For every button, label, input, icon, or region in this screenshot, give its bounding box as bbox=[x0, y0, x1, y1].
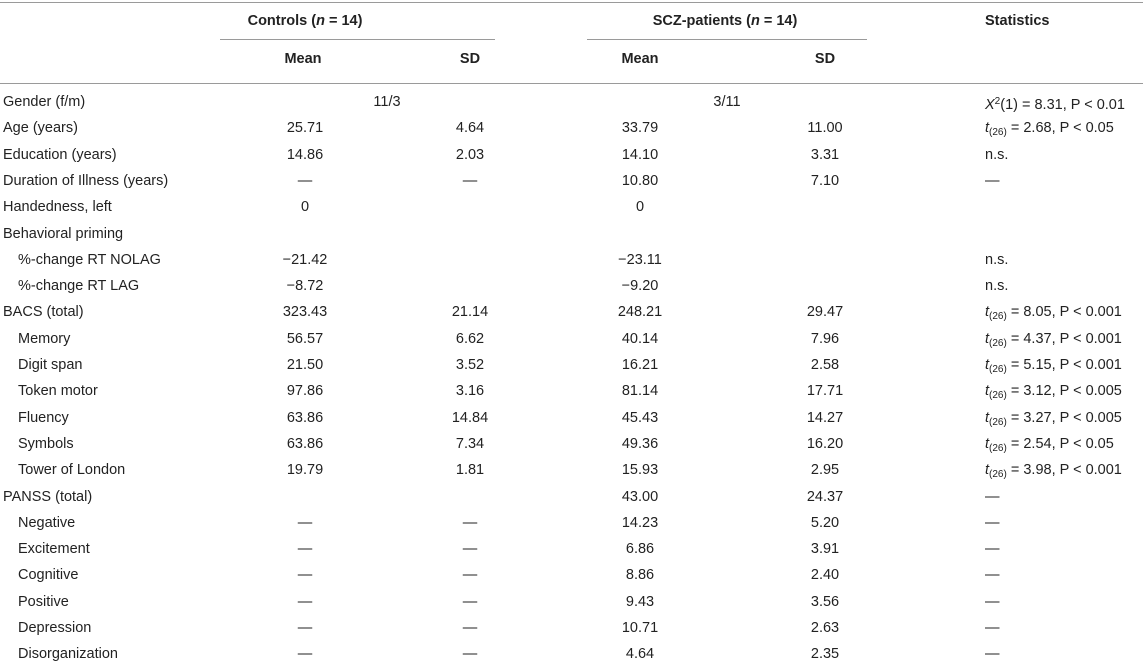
table-row bbox=[0, 562, 1143, 588]
row-label: Token motor bbox=[18, 383, 98, 400]
controls-mean-cell-value: 21.50 bbox=[286, 357, 324, 373]
patients-mean-cell-value: 45.43 bbox=[621, 409, 659, 426]
stat-df: (26) bbox=[989, 127, 1007, 139]
table-row bbox=[0, 168, 1143, 194]
row-label: Education (years) bbox=[3, 146, 117, 163]
patients-mean-cell-value: 14.10 bbox=[621, 146, 659, 163]
stat-value: = 3.98, P < 0.001 bbox=[1006, 462, 1122, 479]
stat-symbol: t bbox=[985, 330, 990, 347]
patients-sd-cell-value: 7.96 bbox=[810, 330, 840, 347]
table-row bbox=[0, 641, 1143, 667]
table-row bbox=[0, 89, 1143, 115]
patients-mean-cell-value: 15.93 bbox=[621, 462, 659, 479]
controls-sd-cell-value: — bbox=[462, 567, 478, 584]
patients-sd-cell-value: 3.56 bbox=[810, 593, 840, 610]
stat-value: = 5.15, P < 0.001 bbox=[1006, 357, 1122, 373]
stat-value: — bbox=[985, 620, 1000, 636]
table-row bbox=[0, 405, 1143, 431]
stat-symbol: t bbox=[985, 357, 990, 373]
patients-sd-cell-value: 2.35 bbox=[810, 646, 840, 663]
stat-value: = 3.27, P < 0.005 bbox=[1006, 409, 1122, 426]
stat-value: — bbox=[985, 646, 1000, 663]
patients-sd-cell-value: 16.20 bbox=[806, 435, 844, 452]
controls-mean-cell-value: — bbox=[297, 620, 313, 636]
patients-mean-cell-value: 0 bbox=[635, 199, 645, 216]
stat-symbol: t bbox=[985, 383, 990, 400]
patients-mean-cell-value: 33.79 bbox=[621, 120, 659, 137]
controls-sd-cell-value: 4.64 bbox=[455, 120, 485, 137]
controls-mean-header: Mean bbox=[284, 51, 322, 67]
patients-sd-cell-value: 14.27 bbox=[806, 409, 844, 426]
patients-sd-cell-value: 5.20 bbox=[810, 514, 840, 531]
stat-df: (26) bbox=[989, 416, 1007, 428]
statistics-cell bbox=[985, 247, 1008, 273]
stat-value: — bbox=[985, 541, 1000, 558]
stat-value: = 4.37, P < 0.001 bbox=[1006, 330, 1122, 347]
patients-group-header: SCZ-patients (n = 14) bbox=[652, 13, 798, 29]
patients-mean-cell-value: 4.64 bbox=[625, 646, 655, 663]
stat-value: — bbox=[985, 488, 1000, 505]
stat-value: n.s. bbox=[985, 251, 1009, 268]
row-label: Memory bbox=[18, 330, 71, 347]
table-row bbox=[0, 589, 1143, 615]
stat-df: (26) bbox=[989, 337, 1007, 349]
controls-sd-cell-value: 3.52 bbox=[455, 357, 485, 373]
patients-sd-cell-value: 3.31 bbox=[810, 146, 840, 163]
controls-sd-cell-value: 21.14 bbox=[451, 304, 489, 321]
stat-symbol: t bbox=[985, 120, 990, 137]
row-label: Negative bbox=[18, 514, 76, 531]
patients-sd-cell-value: 2.95 bbox=[810, 462, 840, 479]
patients-mean-cell-value: −23.11 bbox=[618, 251, 662, 268]
patients-mean-cell-value: 9.43 bbox=[625, 593, 655, 610]
patients-mean-cell-value: 14.23 bbox=[621, 514, 659, 531]
patients-sd-cell-value: 17.71 bbox=[806, 383, 844, 400]
patients-sd-cell-value: 2.63 bbox=[810, 620, 840, 636]
controls-mean-cell-value: 63.86 bbox=[286, 435, 324, 452]
table-row bbox=[0, 457, 1143, 483]
row-label: Fluency bbox=[18, 409, 69, 426]
patients-group-rule bbox=[587, 39, 867, 40]
controls-mean-cell-value: −21.42 bbox=[282, 251, 328, 268]
row-label: %-change RT LAG bbox=[18, 278, 140, 295]
row-label: Cognitive bbox=[18, 567, 79, 584]
row-label: PANSS (total) bbox=[3, 488, 93, 505]
row-label: Age (years) bbox=[3, 120, 78, 137]
controls-sd-cell-value: — bbox=[462, 620, 478, 636]
stat-value: — bbox=[985, 567, 1000, 584]
statistics-cell bbox=[985, 510, 1000, 536]
controls-mean-cell-value: — bbox=[297, 541, 313, 558]
stat-value: = 2.54, P < 0.05 bbox=[1006, 435, 1114, 452]
statistics-cell bbox=[985, 142, 1008, 168]
patients-mean-cell-value: 49.36 bbox=[621, 435, 659, 452]
stat-df: (26) bbox=[989, 364, 1007, 375]
controls-mean-cell-value: −8.72 bbox=[286, 278, 324, 295]
row-label: Behavioral priming bbox=[3, 225, 124, 242]
patients-mean-header: Mean bbox=[621, 51, 659, 67]
patients-mean-cell-value: 3/11 bbox=[713, 94, 741, 110]
table-row bbox=[0, 510, 1143, 536]
patients-mean-cell-value: 248.21 bbox=[617, 304, 663, 321]
patients-mean-cell-value: 43.00 bbox=[621, 488, 659, 505]
statistics-header: Statistics bbox=[985, 13, 1050, 29]
patients-sd-cell-value: 7.10 bbox=[810, 172, 840, 189]
row-label: Digit span bbox=[18, 357, 83, 373]
table-top-rule bbox=[0, 2, 1143, 3]
stat-symbol: X bbox=[985, 97, 995, 113]
controls-mean-cell-value: 14.86 bbox=[286, 146, 324, 163]
patients-mean-cell-value: 16.21 bbox=[621, 357, 659, 373]
stat-symbol: t bbox=[985, 304, 990, 321]
patients-mean-cell-value: 6.86 bbox=[625, 541, 655, 558]
table-row bbox=[0, 247, 1143, 273]
table-row bbox=[0, 273, 1143, 299]
controls-mean-cell-value: 25.71 bbox=[286, 120, 324, 137]
controls-group-rule bbox=[220, 39, 495, 40]
stat-df: (26) bbox=[989, 311, 1007, 323]
controls-sd-cell-value: 3.16 bbox=[455, 383, 485, 400]
controls-sd-cell-value: — bbox=[462, 514, 478, 531]
patients-sd-header: SD bbox=[814, 51, 836, 67]
controls-group-header: Controls (n = 14) bbox=[247, 13, 363, 29]
table-row bbox=[0, 431, 1143, 457]
controls-mean-cell-value: — bbox=[297, 514, 313, 531]
table-row bbox=[0, 484, 1143, 510]
stat-symbol: t bbox=[985, 435, 990, 452]
stat-value: — bbox=[985, 514, 1000, 531]
controls-sd-cell-value: 1.81 bbox=[455, 462, 485, 479]
stat-symbol: t bbox=[985, 409, 990, 426]
controls-mean-cell-value: 63.86 bbox=[286, 409, 324, 426]
patients-sd-cell-value: 2.58 bbox=[810, 357, 840, 373]
controls-mean-cell-value: 0 bbox=[300, 199, 310, 216]
controls-sd-cell-value: 14.84 bbox=[451, 409, 489, 426]
row-label: %-change RT NOLAG bbox=[18, 251, 161, 268]
controls-sd-cell-value: — bbox=[462, 593, 478, 610]
patients-mean-cell-value: 10.71 bbox=[621, 620, 659, 636]
controls-sd-cell-value: — bbox=[462, 646, 478, 663]
table-row bbox=[0, 115, 1143, 141]
table-row bbox=[0, 615, 1143, 641]
stat-value: — bbox=[985, 172, 1000, 189]
stat-symbol: t bbox=[985, 462, 990, 479]
patients-sd-cell-value: 24.37 bbox=[806, 488, 844, 505]
stat-value: n.s. bbox=[985, 146, 1009, 163]
stat-value: n.s. bbox=[985, 278, 1009, 295]
stat-df: (26) bbox=[989, 442, 1007, 454]
patients-sd-cell-value: 29.47 bbox=[806, 304, 844, 321]
stat-df: (26) bbox=[989, 469, 1007, 481]
patients-sd-cell-value: 3.91 bbox=[810, 541, 840, 558]
controls-mean-cell-value: 56.57 bbox=[286, 330, 324, 347]
controls-sd-cell-value: — bbox=[462, 172, 478, 189]
statistics-cell bbox=[985, 589, 1000, 615]
controls-sd-cell-value: 6.62 bbox=[455, 330, 485, 347]
row-label: Tower of London bbox=[18, 462, 126, 479]
row-label: Symbols bbox=[18, 435, 74, 452]
row-label: Depression bbox=[18, 620, 92, 636]
patients-mean-cell-value: 10.80 bbox=[621, 172, 659, 189]
controls-sd-header: SD bbox=[459, 51, 481, 67]
row-label: Duration of Illness (years) bbox=[3, 172, 169, 189]
controls-sd-cell-value: 2.03 bbox=[455, 146, 485, 163]
stat-exponent: 2 bbox=[994, 96, 1001, 107]
controls-mean-cell-value: 323.43 bbox=[282, 304, 328, 321]
header-bottom-rule bbox=[0, 83, 1143, 84]
controls-sd-cell-value: 7.34 bbox=[455, 435, 485, 452]
controls-mean-cell-value: — bbox=[297, 172, 313, 189]
table-row bbox=[0, 299, 1143, 325]
table-row bbox=[0, 221, 1143, 247]
patients-mean-cell-value: −9.20 bbox=[621, 278, 659, 295]
row-label: BACS (total) bbox=[3, 304, 84, 321]
stat-value: = 3.12, P < 0.005 bbox=[1006, 383, 1122, 400]
statistics-cell bbox=[985, 536, 1000, 562]
statistics-cell bbox=[985, 562, 1000, 588]
controls-sd-cell-value: — bbox=[462, 541, 478, 558]
table-row bbox=[0, 326, 1143, 352]
patients-sd-cell-value: 11.00 bbox=[807, 120, 843, 137]
controls-mean-cell-value: — bbox=[297, 567, 313, 584]
row-label: Positive bbox=[18, 593, 69, 610]
statistics-cell bbox=[985, 168, 1000, 194]
statistics-cell bbox=[985, 273, 1008, 299]
controls-mean-cell-value: — bbox=[297, 646, 313, 663]
controls-mean-cell-value: 11/3 bbox=[373, 94, 401, 110]
stat-df: (26) bbox=[989, 390, 1007, 402]
statistics-cell bbox=[985, 89, 1125, 118]
row-label: Disorganization bbox=[18, 646, 118, 663]
table-row bbox=[0, 378, 1143, 404]
statistics-cell bbox=[985, 641, 1000, 667]
table-row bbox=[0, 536, 1143, 562]
controls-mean-cell-value: 97.86 bbox=[286, 383, 324, 400]
statistics-cell bbox=[985, 615, 1000, 641]
patients-mean-cell-value: 81.14 bbox=[621, 383, 659, 400]
row-label: Handedness, left bbox=[3, 199, 112, 216]
row-label: Excitement bbox=[18, 541, 90, 558]
stat-value: = 8.05, P < 0.001 bbox=[1006, 304, 1122, 321]
patients-mean-cell-value: 8.86 bbox=[625, 567, 655, 584]
stat-value: = 2.68, P < 0.05 bbox=[1006, 120, 1114, 137]
stat-value: — bbox=[985, 593, 1000, 610]
statistics-cell bbox=[985, 484, 1000, 510]
patients-mean-cell-value: 40.14 bbox=[621, 330, 659, 347]
table-row bbox=[0, 194, 1143, 220]
controls-mean-cell-value: 19.79 bbox=[286, 462, 324, 479]
table-row bbox=[0, 352, 1143, 378]
table-row bbox=[0, 142, 1143, 168]
stat-value: (1) = 8.31, P < 0.01 bbox=[1000, 97, 1125, 113]
patients-sd-cell-value: 2.40 bbox=[810, 567, 840, 584]
row-label: Gender (f/m) bbox=[3, 94, 86, 110]
controls-mean-cell-value: — bbox=[297, 593, 313, 610]
